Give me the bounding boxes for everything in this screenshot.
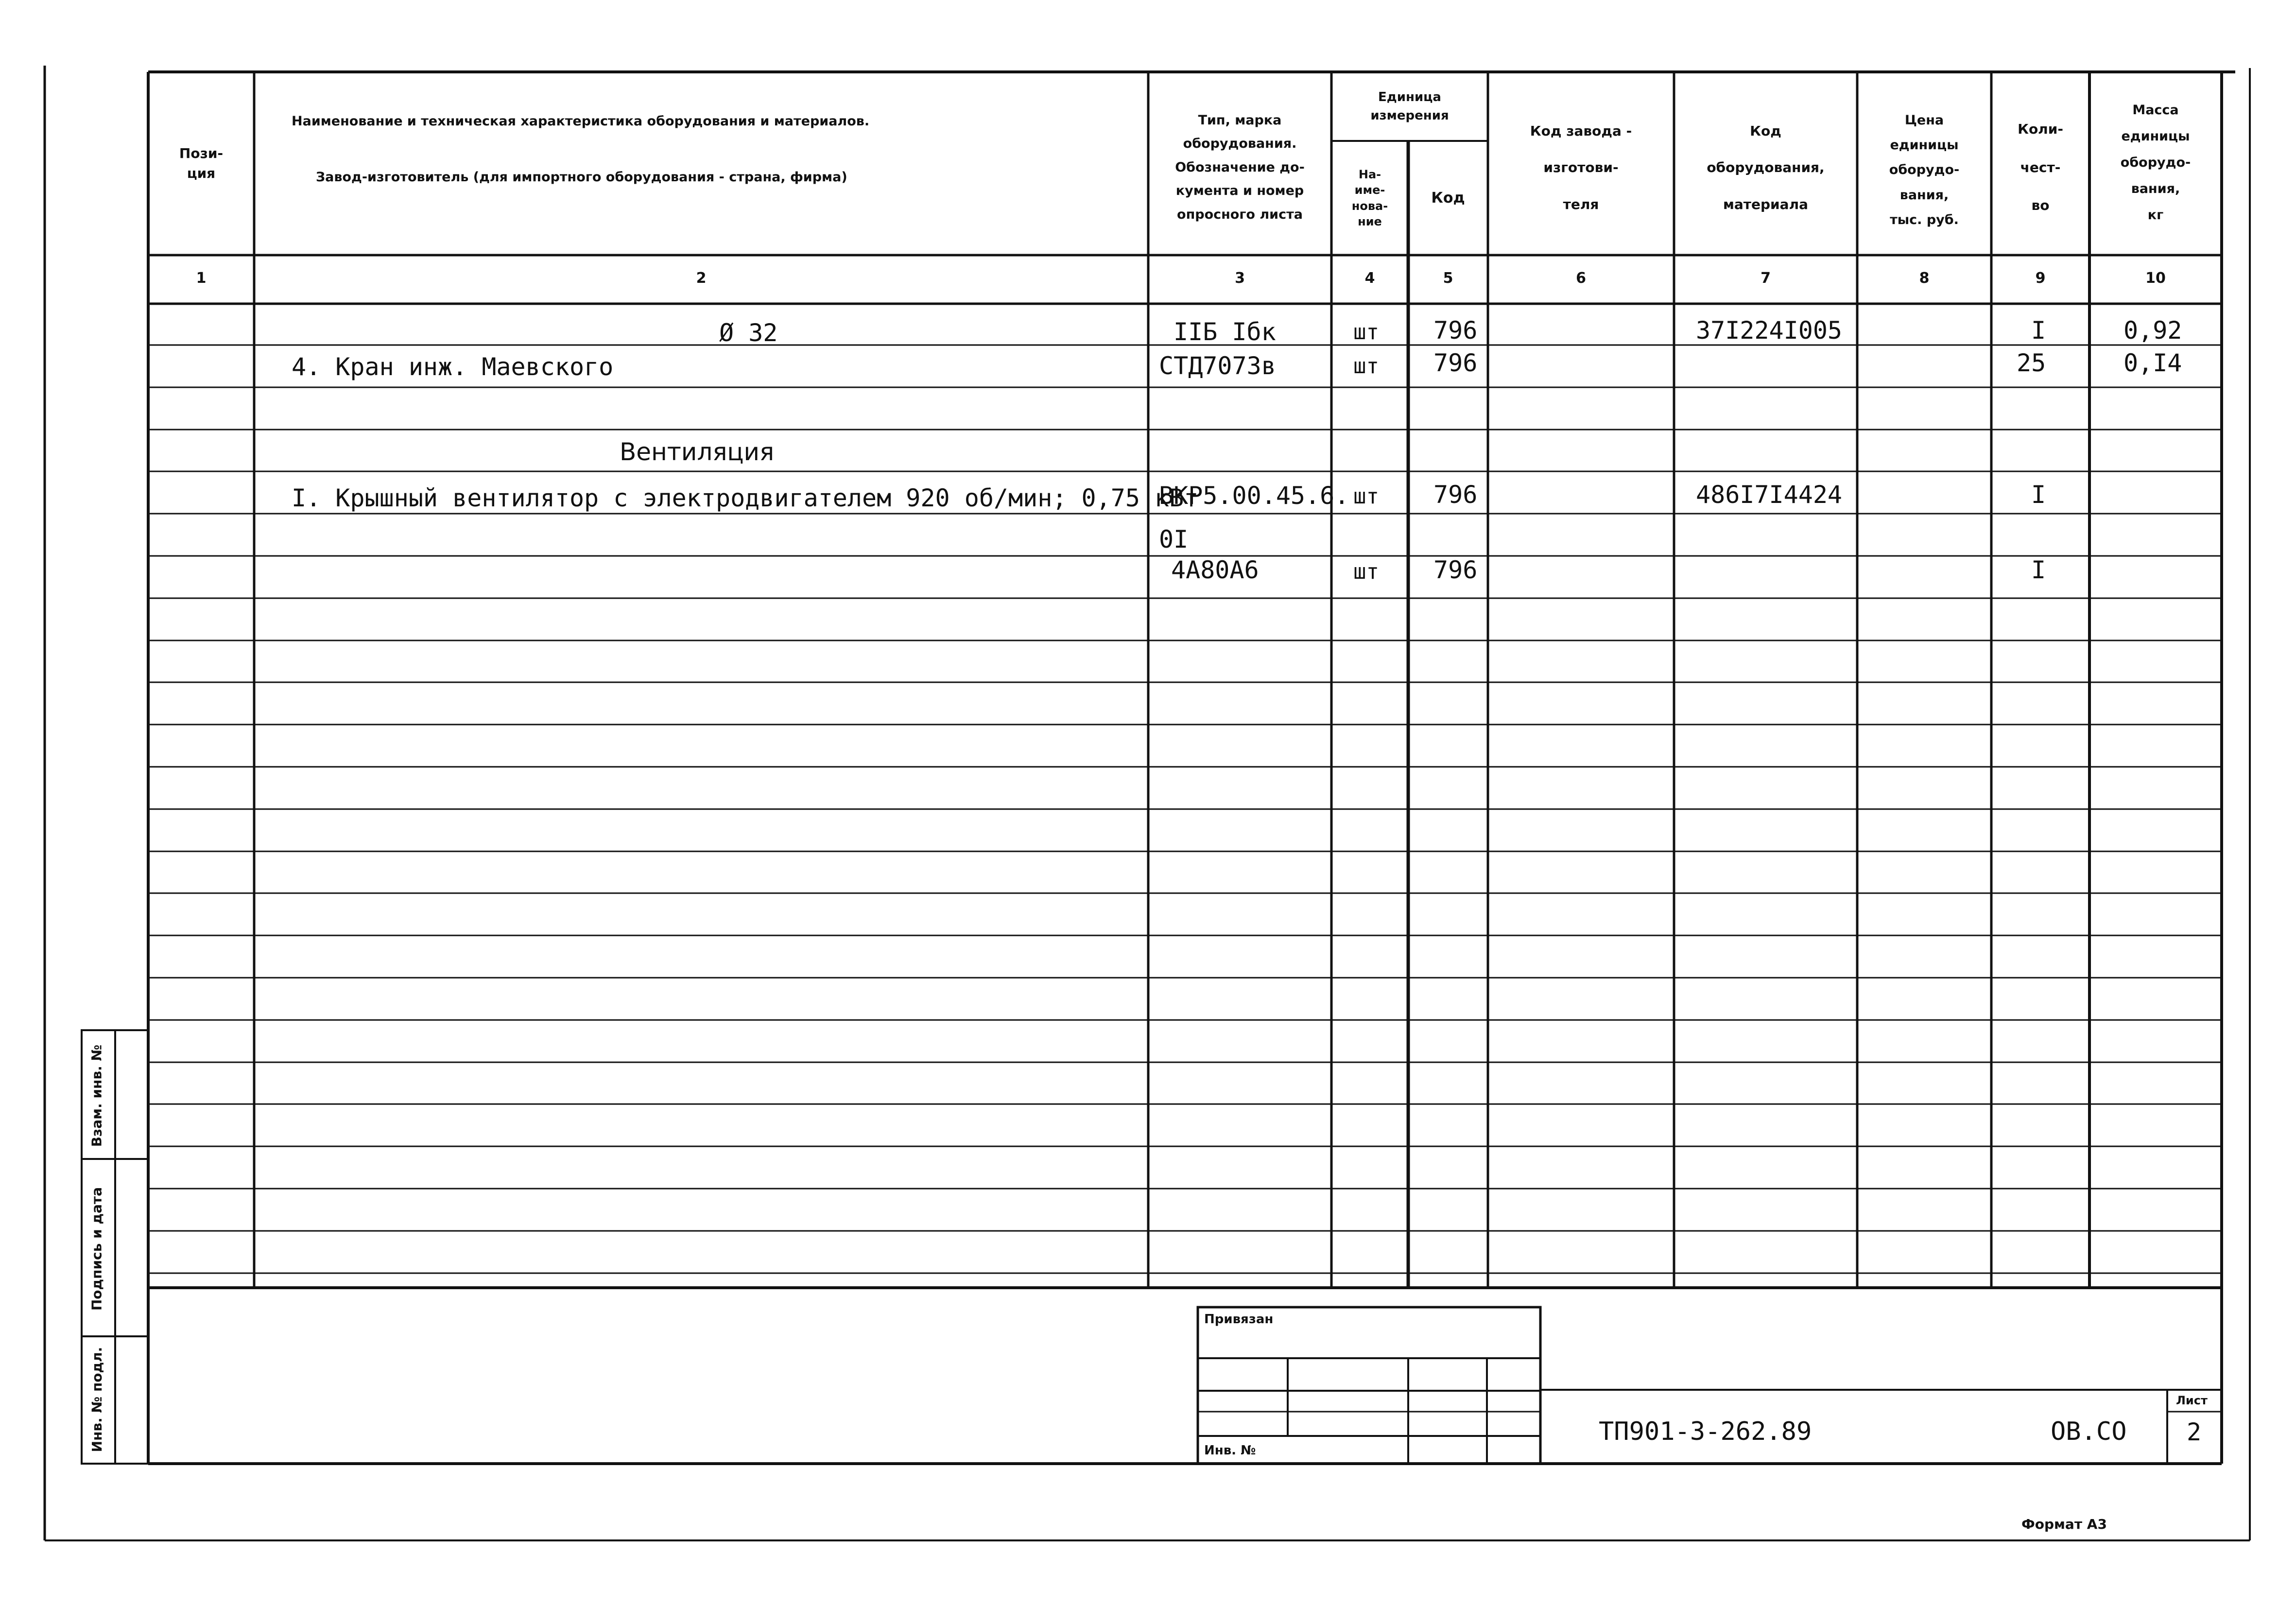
row-2-type: СТД7073в [1159,352,1276,380]
header-unit-group [1331,73,1488,141]
header-factory-code [1488,97,1674,238]
section-heading-ventilation: Вентиляция [620,438,775,466]
row-4-quantity: I [2031,481,2046,509]
header-price [1857,95,1991,245]
header-equipment-code-text: Код оборудования, материала [1707,122,1825,212]
colnum-7: 7 [1761,270,1771,287]
title-block-privyazan: Привязан [1204,1312,1274,1327]
colnum-5: 5 [1443,270,1453,287]
header-unit-name [1331,141,1408,255]
colnum-6: 6 [1576,270,1586,287]
colnum-10: 10 [2145,270,2166,287]
row-6-unit: шт [1353,559,1379,584]
row-5-type: 0I [1159,525,1189,553]
section-code: ОВ.СО [2051,1417,2127,1446]
row-6-type: 4А80А6 [1171,556,1259,584]
header-position-text: Пози- ция [179,145,224,181]
row-6-quantity: I [2031,556,2046,584]
row-1-mass: 0,92 [2123,316,2182,345]
header-unit-code [1408,141,1488,255]
header-position [148,72,254,255]
header-unit-name-text: На- име- нова- ние [1351,167,1388,228]
row-4-type: ВКР5.00.45.6. [1159,482,1349,510]
title-block-inv-no: Инв. № [1204,1443,1256,1458]
row-1-type: IIБ Iбк [1174,318,1276,346]
header-name-line2: Завод-изготовитель (для импортного оборудования - страна, фирма) [316,170,847,185]
row-4-equipment-code: 486I7I4424 [1696,481,1843,509]
header-factory-code-text: Код завода - изготови- теля [1530,122,1632,212]
side-stamp-vzam: Взам. инв. № [88,1044,105,1147]
header-quantity [1991,97,2089,238]
row-2-unit-code: 796 [1433,349,1478,377]
sheet-number: 2 [2187,1418,2202,1446]
row-4-unit-code: 796 [1433,481,1478,509]
row-4-name: I. Крышный вентилятор с электродвигателем 920 об/мин; 0,75 кВт [292,484,1199,512]
row-4-unit: шт [1353,484,1379,509]
header-mass-text: Масса единицы оборудо- вания, кг [2120,103,2191,223]
row-2-quantity: 25 [2017,349,2046,377]
row-2-name: 4. Кран инж. Маевского [292,353,614,381]
row-2-mass: 0,I4 [2123,349,2182,377]
row-1-equipment-code: 37I224I005 [1696,316,1843,345]
table-frame [45,66,2250,1540]
sheet-label: Лист [2176,1394,2208,1407]
header-price-text: Цена единицы оборудо- вания, тыс. руб. [1889,112,1960,227]
document-code: ТП901-3-262.89 [1599,1417,1812,1446]
header-quantity-text: Коли- чест- во [2018,121,2063,214]
colnum-3: 3 [1235,270,1245,287]
colnum-1: 1 [196,270,207,287]
header-unit-group-text: Единица измерения [1370,90,1449,123]
header-type [1148,87,1331,248]
row-1-name: Ø 32 [719,319,778,347]
header-manufacturer [316,168,1142,187]
colnum-2: 2 [696,270,707,287]
header-name-line1: Наименование и техническая характеристика оборудования и материалов. [292,114,870,129]
colnum-4: 4 [1364,270,1375,287]
header-type-text: Тип, марка оборудования. Обозначение до- кумента и номер опросного листа [1175,112,1305,222]
row-2-unit: шт [1353,354,1379,379]
row-1-unit-code: 796 [1433,316,1478,345]
colnum-8: 8 [1919,270,1930,287]
header-name [292,112,1142,131]
row-6-unit-code: 796 [1433,556,1478,584]
header-mass [2089,87,2222,238]
row-1-quantity: I [2031,316,2046,345]
side-stamp-podpis: Подпись и дата [88,1187,105,1311]
colnum-9: 9 [2035,270,2046,287]
format-label: Формат А3 [2021,1516,2107,1532]
row-1-unit: шт [1353,320,1379,345]
header-unit-code-text: Код [1431,189,1465,207]
header-equipment-code [1674,97,1857,238]
side-stamp-inv-podl: Инв. № подл. [89,1347,105,1452]
